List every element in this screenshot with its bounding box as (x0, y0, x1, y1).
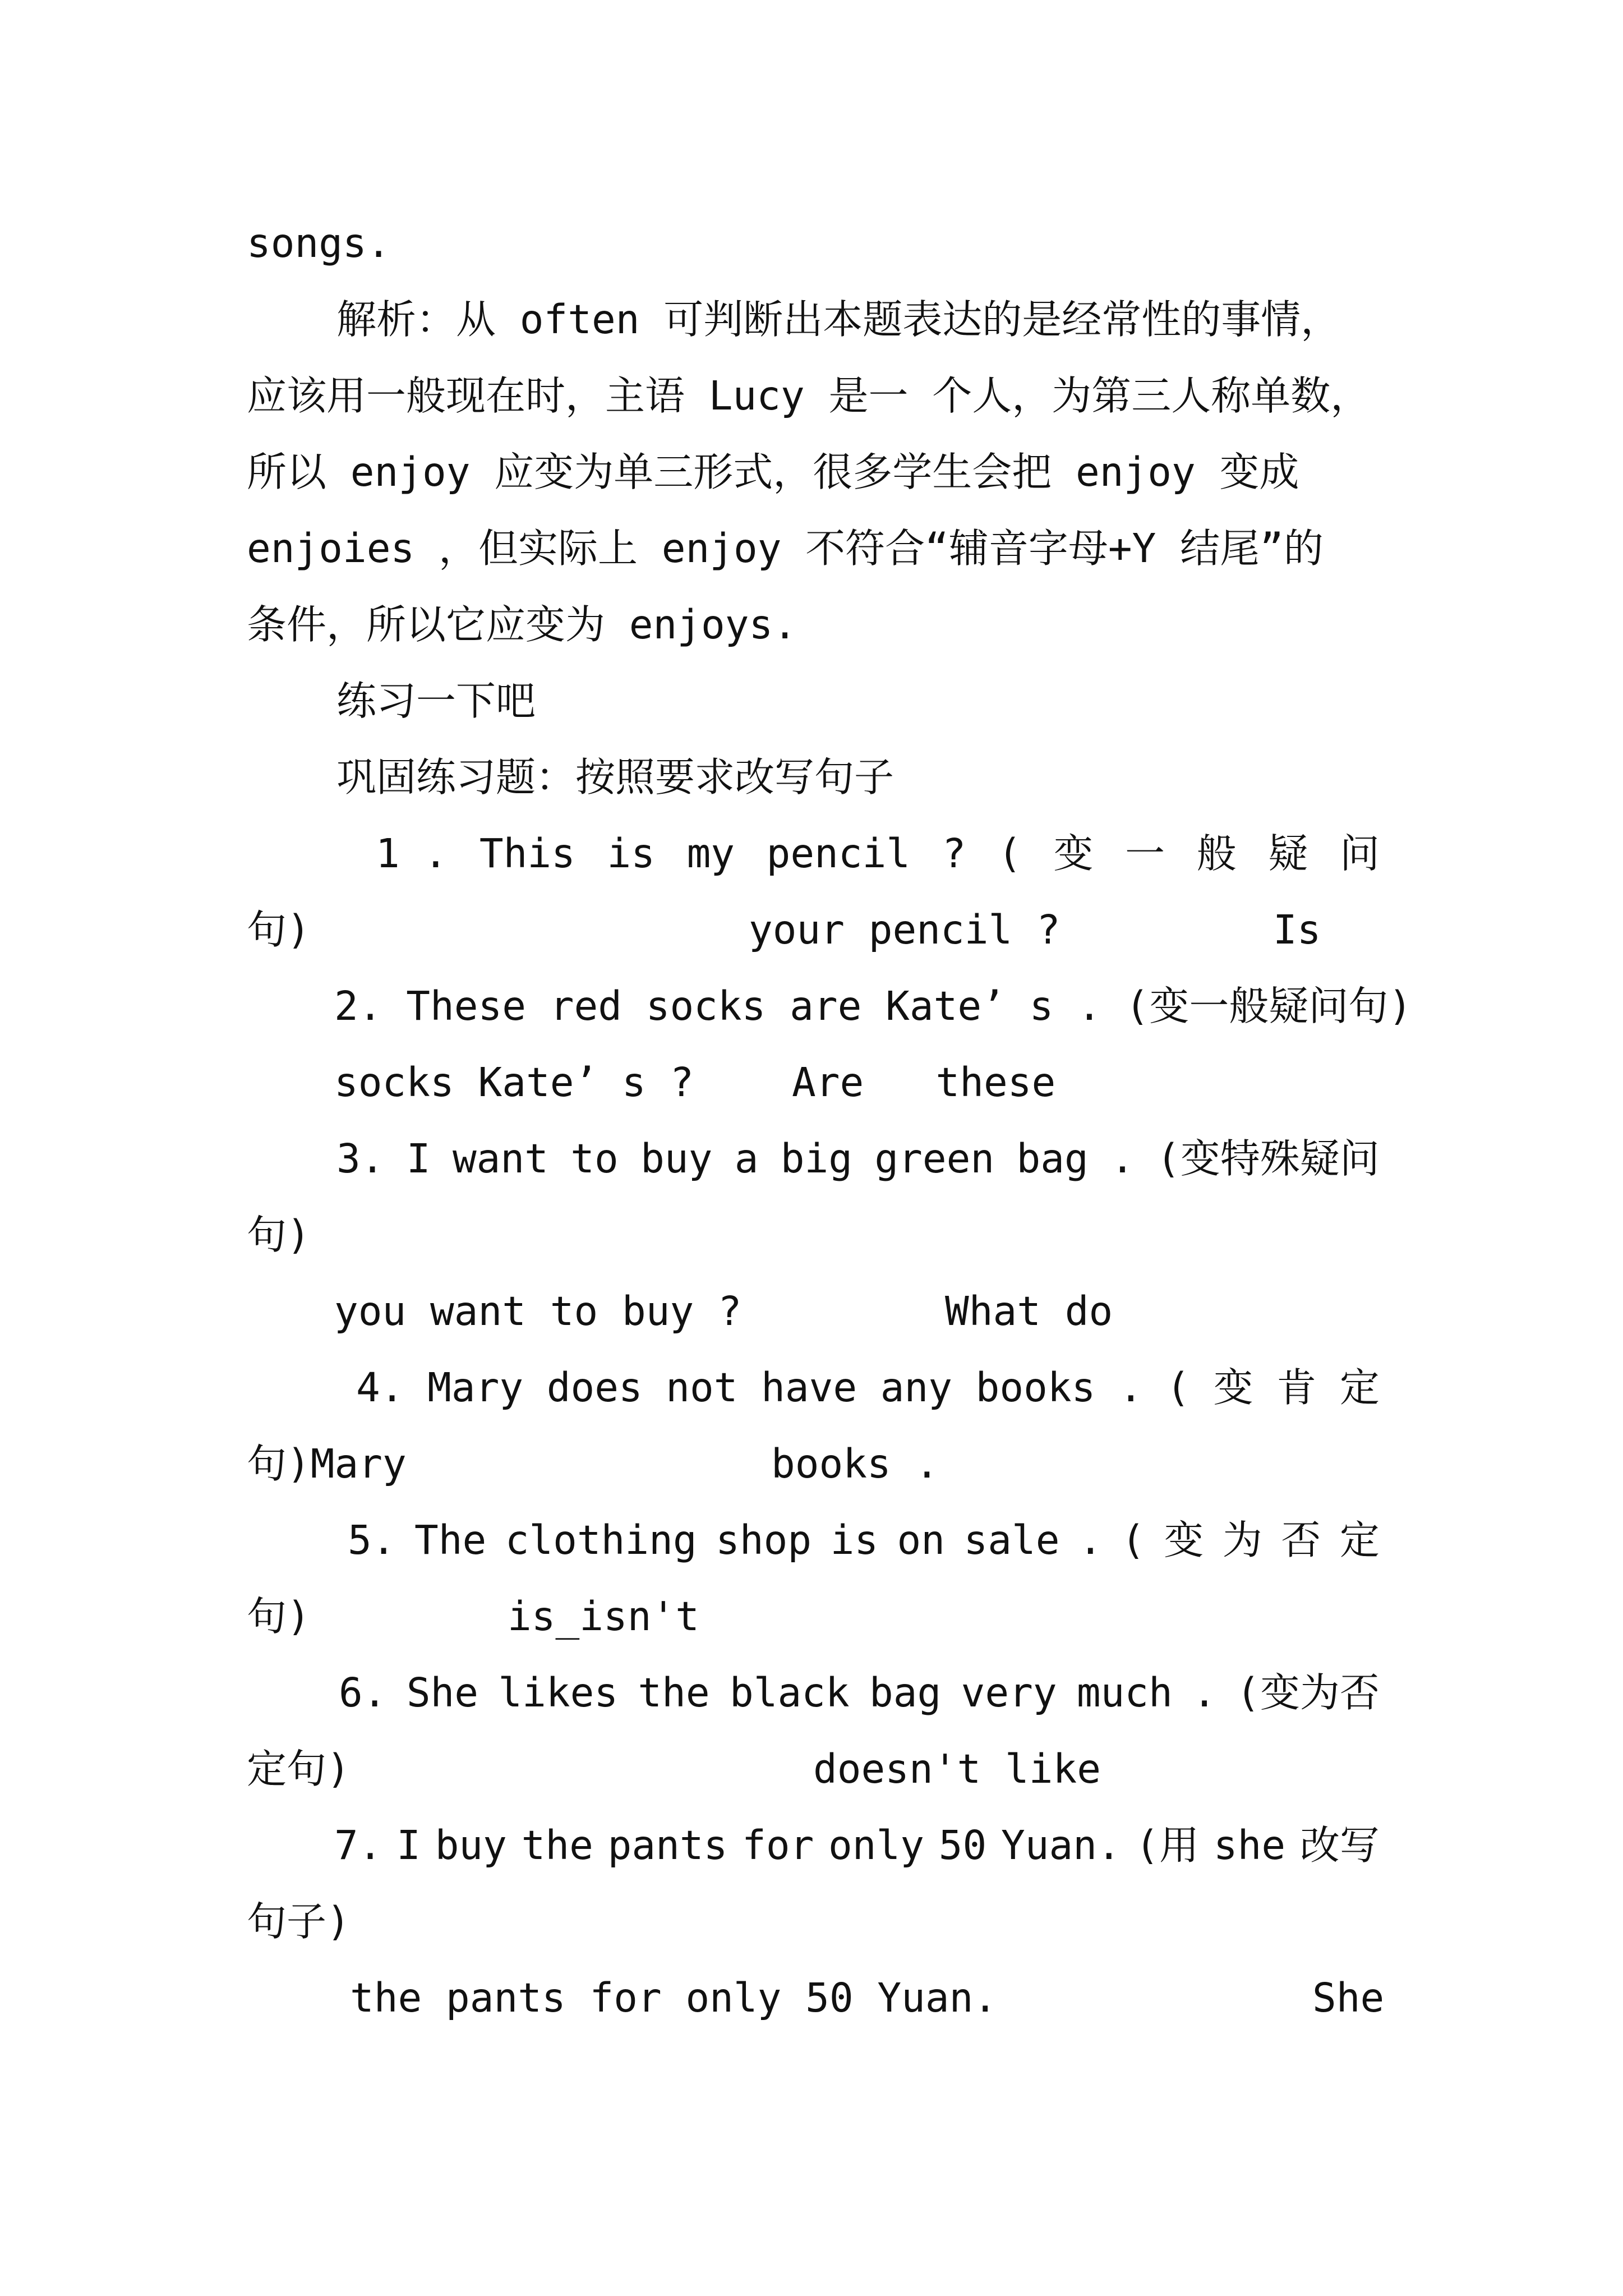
answer-blank-text: books . (771, 1441, 939, 1487)
exercise-line: 句子) (247, 1898, 351, 1945)
exercise-question: 3. I want to buy a big green bag . (变特殊疑问 (336, 1135, 1380, 1182)
answer-text: doesn't like (813, 1746, 1101, 1792)
text-line: songs. (247, 220, 391, 266)
text-line: 所以 enjoy 应变为单三形式，很多学生会把 enjoy 变成 (247, 449, 1299, 495)
exercise-line: 定句) (247, 1746, 351, 1792)
exercise-question: 6. She likes the black bag very much . (变为否 (339, 1669, 1380, 1716)
answer-text: Is (1273, 907, 1321, 953)
section-heading: 练习一下吧 (336, 678, 536, 724)
exercise-question: 1 . This is my pencil ? ( 变 一 般 疑 问 (376, 830, 1380, 877)
answer-text: She (1312, 1975, 1385, 2021)
text-line: 解析：从 often 可判断出本题表达的是经常性的事情， (336, 296, 1341, 343)
text-line: 条件，所以它应变为 enjoys. (247, 601, 797, 648)
answer-text: is_isn't (508, 1593, 699, 1640)
exercise-line: 句) (247, 907, 311, 953)
exercise-question: 4. Mary does not have any books . ( 变 肯 定 (356, 1364, 1380, 1411)
text-line: enjoies ，但实际上 enjoy 不符合“辅音字母+Y 结尾”的 (247, 525, 1324, 572)
exercise-line: 句) (247, 1593, 311, 1640)
exercise-line: 句)Mary (247, 1441, 407, 1487)
answer-blank-text: the pants for only 50 Yuan. (350, 1975, 998, 2021)
answer-text: What do (945, 1288, 1113, 1335)
exercise-question: 2. These red socks are Kate’ s . (变一般疑问句) (334, 983, 1413, 1029)
exercise-question: 7. I buy the pants for only 50 Yuan. (用 she 改写 (334, 1822, 1380, 1869)
answer-blank-text: socks Kate’ s ? (334, 1059, 694, 1106)
section-heading: 巩固练习题：按照要求改写句子 (336, 754, 895, 800)
text-line: 应该用一般现在时，主语 Lucy 是一 个人，为第三人称单数， (247, 372, 1371, 419)
answer-blank-text: your pencil ? (749, 907, 1061, 953)
exercise-question: 5. The clothing shop is on sale . ( 变 为 否 定 (348, 1517, 1380, 1563)
answer-text: Are these (792, 1059, 1056, 1106)
exercise-line: 句) (247, 1212, 311, 1258)
answer-blank-text: you want to buy ? (334, 1288, 742, 1335)
